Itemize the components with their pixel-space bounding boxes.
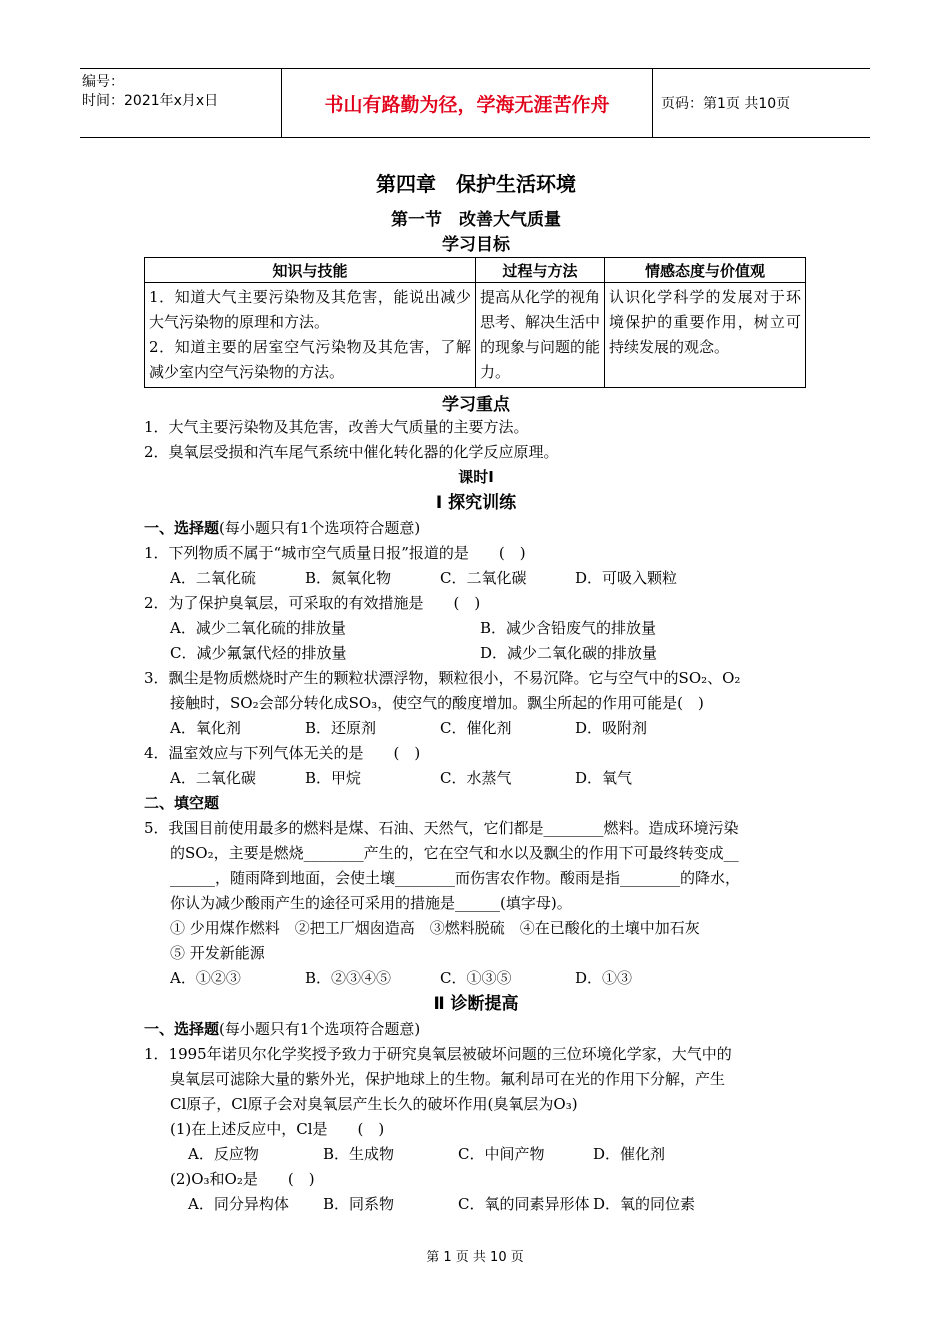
question-stem-continued: ______，随雨降到地面，会使土壤________而伤害农作物。酸雨是指________的降水， (170, 869, 741, 887)
page-footer: 第 1 页 共 10 页 (426, 1250, 524, 1265)
key-point-item: 2．臭氧层受损和汽车尾气系统中催化转化器的化学反应原理。 (144, 443, 559, 461)
question-stem-continued: 臭氧层可滤除大量的紫外光，保护地球上的生物。氟利昂可在光的作用下分解，产生 (170, 1070, 726, 1088)
question-stem: 5．我国目前使用最多的燃料是煤、石油、天然气，它们都是________燃料。造成环境污染 (144, 819, 739, 837)
question-measures: ⑤ 开发新能源 (170, 944, 265, 962)
question-stem: 1．1995年诺贝尔化学奖授予致力于研究臭氧层被破坏问题的三位环境化学家，大气中的 (144, 1045, 732, 1063)
option: B．同系物 (323, 1195, 395, 1213)
learning-goals-table (144, 257, 806, 388)
goals-header-attitude: 情感态度与价值观 (605, 258, 806, 283)
header-meta (80, 69, 282, 137)
option: D．催化剂 (593, 1145, 666, 1163)
option: D．氧气 (575, 769, 633, 787)
goals-title: 学习目标 (442, 235, 510, 255)
option: D．氧的同位素 (593, 1195, 696, 1213)
option: C．水蒸气 (440, 769, 512, 787)
option: B．还原剂 (305, 719, 377, 737)
chapter-title: 第四章 保护生活环境 (376, 172, 576, 196)
option: B．甲烷 (305, 769, 362, 787)
question-measures: ① 少用煤作燃料 ②把工厂烟囱造高 ③燃料脱硫 ④在已酸化的土壤中加石灰 (170, 919, 700, 937)
goals-header-knowledge: 知识与技能 (145, 258, 476, 283)
question-options (144, 716, 808, 741)
header-page-info: 页码：第1页 共10页 (661, 96, 791, 112)
question-stem: 4．温室效应与下列气体无关的是 ( ) (144, 744, 421, 762)
part2-choice-heading (144, 1017, 808, 1042)
key-points-title: 学习重点 (442, 395, 510, 415)
option: C．减少氟氯代烃的排放量 (170, 644, 347, 662)
option: D．可吸入颗粒 (575, 569, 678, 587)
question-stem-continued: 接触时，SO₂会部分转化成SO₃，使空气的酸度增加。飘尘所起的作用可能是( ) (170, 694, 704, 712)
option: A．①②③ (170, 969, 241, 987)
question-stem: 1．下列物质不属于“城市空气质量日报”报道的是 ( ) (144, 544, 526, 562)
question-options (144, 766, 808, 791)
question-options (144, 641, 808, 666)
option: A．二氧化硫 (170, 569, 256, 587)
option: A．反应物 (188, 1145, 259, 1163)
option: A．减少二氧化硫的排放量 (170, 619, 346, 637)
question-stem-continued: 的SO₂，主要是燃烧________产生的，它在空气和水以及飘尘的作用下可最终转变成__ (170, 844, 739, 862)
section-note: (每小题只有1个选项符合题意) (219, 519, 421, 537)
option: C．二氧化碳 (440, 569, 527, 587)
goals-knowledge-item: 2．知道主要的居室空气污染物及其危害，了解减少室内空气污染物的方法。 (149, 338, 471, 381)
option: D．减少二氧化碳的排放量 (480, 644, 658, 662)
option: C．催化剂 (440, 719, 512, 737)
key-point-item: 1．大气主要污染物及其危害，改善大气质量的主要方法。 (144, 418, 529, 436)
option: C．①③⑤ (440, 969, 512, 987)
option: C．氧的同素异形体 (458, 1195, 590, 1213)
option: B．生成物 (323, 1145, 395, 1163)
option: A．同分异构体 (188, 1195, 289, 1213)
question-options (144, 1142, 808, 1167)
option: D．吸附剂 (575, 719, 648, 737)
document-body (144, 168, 808, 1217)
section-title: 第一节 改善大气质量 (391, 210, 561, 230)
question-stem: 2．为了保护臭氧层，可采取的有效措施是 ( ) (144, 594, 481, 612)
question-options (144, 966, 808, 991)
question-stem-continued: Cl原子，Cl原子会对臭氧层产生长久的破坏作用(臭氧层为O₃) (170, 1095, 578, 1113)
option: C．中间产物 (458, 1145, 545, 1163)
section-heading: 一、选择题 (144, 519, 220, 537)
question-options (144, 616, 808, 641)
part2-title: Ⅱ 诊断提高 (433, 994, 519, 1014)
part1-choice-heading (144, 516, 808, 541)
option: D．①③ (575, 969, 633, 987)
goals-cell-process: 提高从化学的视角思考、解决生活中的现象与问题的能力。 (476, 283, 605, 388)
document-time: 时间：2021年x月x日 (82, 93, 219, 109)
option: A．氧化剂 (170, 719, 241, 737)
part1-title: Ⅰ 探究训练 (435, 493, 517, 513)
question-stem: 3．飘尘是物质燃烧时产生的颗粒状漂浮物，颗粒很小，不易沉降。它与空气中的SO₂、O₂ (144, 669, 741, 687)
option: A．二氧化碳 (170, 769, 256, 787)
goals-cell-knowledge (145, 283, 476, 388)
goals-knowledge-item: 1．知道大气主要污染物及其危害，能说出减少大气污染物的原理和方法。 (149, 288, 471, 331)
header-motto: 书山有路勤为径，学海无涯苦作舟 (282, 69, 653, 137)
goals-header-process: 过程与方法 (476, 258, 605, 283)
sub-question-stem: (2)O₃和O₂是 ( ) (170, 1170, 315, 1188)
option: B．减少含铅废气的排放量 (480, 619, 657, 637)
part1-fill-heading: 二、填空题 (144, 794, 220, 812)
option: B．②③④⑤ (305, 969, 392, 987)
goals-cell-attitude: 认识化学科学的发展对于环境保护的重要作用，树立可持续发展的观念。 (605, 283, 806, 388)
question-stem-continued: 你认为减少酸雨产生的途径可采用的措施是______(填字母)。 (170, 894, 572, 912)
section-note: (每小题只有1个选项符合题意) (219, 1020, 421, 1038)
question-options (144, 566, 808, 591)
document-number-label: 编号： (82, 74, 124, 90)
question-options (144, 1192, 808, 1217)
lesson-label: 课时Ⅰ (458, 468, 494, 486)
page-header (80, 68, 870, 138)
sub-question-stem: (1)在上述反应中，Cl是 ( ) (170, 1120, 385, 1138)
section-heading: 一、选择题 (144, 1020, 220, 1038)
option: B．氮氧化物 (305, 569, 392, 587)
